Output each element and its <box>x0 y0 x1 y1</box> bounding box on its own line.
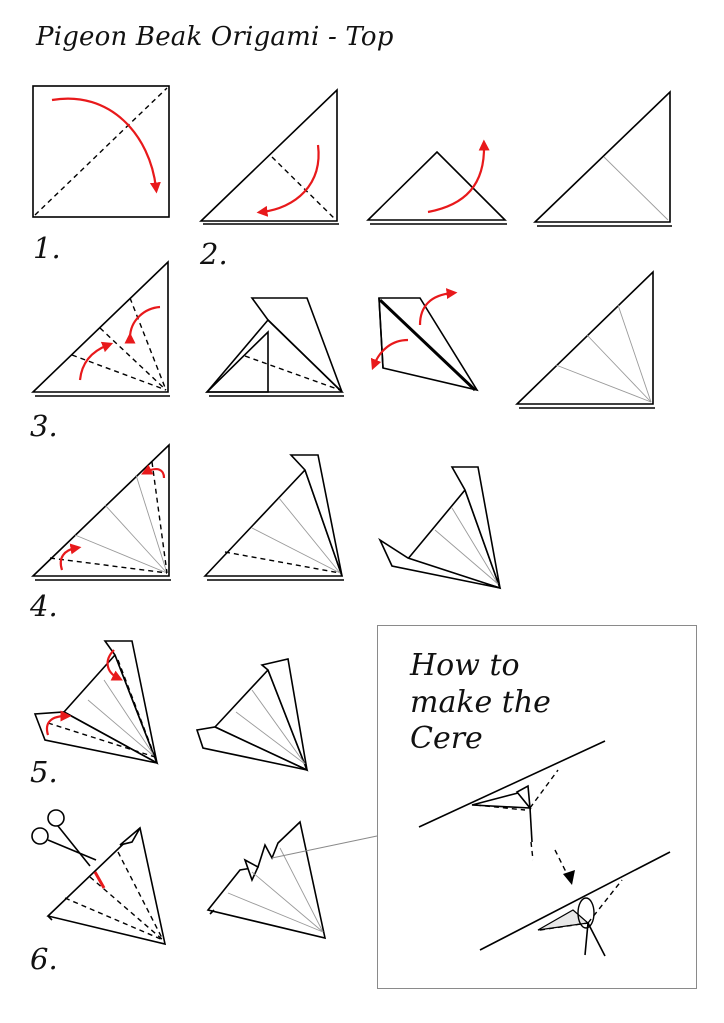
cere-arrow-down <box>555 850 575 885</box>
step-number-3: 3. <box>30 409 58 443</box>
step-3-folded-a <box>207 298 344 396</box>
step-3-folded-b <box>374 293 477 390</box>
step-number-4: 4. <box>30 589 58 623</box>
step-4-triangle-a <box>33 445 171 580</box>
step-number-2: 2. <box>200 237 228 271</box>
step-5-folded-a <box>35 641 157 763</box>
step-number-5: 5. <box>30 755 58 789</box>
step-6-triangle-b <box>208 822 325 938</box>
step-2-triangle-a <box>201 90 339 224</box>
step-4-folded-b <box>380 467 500 588</box>
step-2-triangle-c <box>535 92 672 226</box>
page-title: Pigeon Beak Origami - Top <box>36 22 394 52</box>
step-4-folded-a <box>205 455 344 580</box>
step-2-triangle-b <box>368 145 507 224</box>
scissors-icon <box>32 810 96 866</box>
step-3-triangle-b <box>517 272 655 408</box>
cere-title-line-1: How to <box>410 648 520 683</box>
step-number-6: 6. <box>30 942 58 976</box>
step-5-folded-b <box>197 659 307 770</box>
cere-connector-line <box>272 836 377 858</box>
step-6-triangle-a <box>48 828 165 944</box>
cere-title-line-2: make the <box>410 684 551 720</box>
step-1-square <box>33 86 169 217</box>
cere-title-line-3: Cere <box>410 721 483 757</box>
cere-detail-after <box>480 852 670 956</box>
step-number-1: 1. <box>33 231 61 265</box>
step-3-triangle-a <box>33 262 170 396</box>
cere-detail-before <box>419 741 605 860</box>
